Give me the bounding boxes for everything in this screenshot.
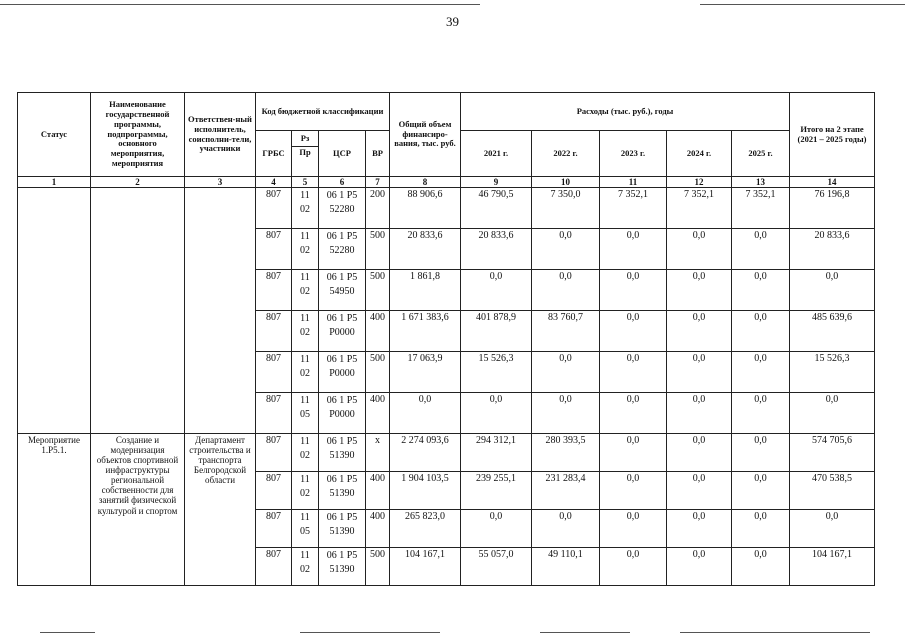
column-number-row [18, 177, 875, 188]
header-year-2022: 2022 г. [532, 131, 600, 177]
stage-total-cell: 470 538,5 [790, 472, 875, 510]
stage-total-cell: 485 639,6 [790, 311, 875, 352]
csr-direction: 52280 [329, 244, 355, 256]
status-cell: Мероприятие 1.P5.1. [18, 434, 91, 586]
y2024-cell: 0,0 [667, 352, 732, 393]
pr-value: 02 [300, 244, 310, 256]
header-name: Наименование государственной программы, подпрограммы, основного мероприятия, мероприятия [91, 93, 185, 177]
y2024-cell: 0,0 [667, 434, 732, 472]
csr-program: 06 1 P5 [326, 512, 358, 523]
stage-total-cell: 20 833,6 [790, 229, 875, 270]
grbs-cell: 807 [256, 311, 292, 352]
rz-pr-cell [292, 188, 319, 229]
csr-direction: 51390 [329, 449, 355, 461]
vr-cell: 500 [366, 352, 390, 393]
csr-direction: 51390 [329, 563, 355, 575]
total-cell: 1 671 383,6 [390, 311, 461, 352]
stage-total-cell: 104 167,1 [790, 548, 875, 586]
vr-cell: 400 [366, 472, 390, 510]
y2025-cell: 0,0 [732, 548, 790, 586]
header-year-2021: 2021 г. [461, 131, 532, 177]
csr-program: 06 1 P5 [326, 354, 358, 365]
rz-pr-cell [292, 510, 319, 548]
y2021-cell: 0,0 [461, 393, 532, 434]
vr-cell: 400 [366, 393, 390, 434]
vr-cell: 200 [366, 188, 390, 229]
col-number: 10 [532, 177, 600, 188]
csr-direction: 54950 [329, 285, 355, 297]
header-pr: Пр [292, 147, 319, 177]
csr-direction: P0000 [329, 326, 355, 338]
csr-program: 06 1 P5 [326, 395, 358, 406]
y2025-cell: 0,0 [732, 472, 790, 510]
vr-cell: 500 [366, 270, 390, 311]
y2025-cell: 0,0 [732, 229, 790, 270]
y2021-cell: 294 312,1 [461, 434, 532, 472]
y2022-cell: 231 283,4 [532, 472, 600, 510]
col-number: 9 [461, 177, 532, 188]
y2024-cell: 0,0 [667, 311, 732, 352]
rz-value: 11 [300, 512, 310, 523]
rz-pr-cell [292, 352, 319, 393]
rz-pr-cell [292, 434, 319, 472]
y2023-cell: 0,0 [600, 510, 667, 548]
rz-pr-cell [292, 548, 319, 586]
rz-value: 11 [300, 231, 310, 242]
csr-cell [319, 352, 366, 393]
y2025-cell: 0,0 [732, 311, 790, 352]
total-cell: 0,0 [390, 393, 461, 434]
csr-cell [319, 188, 366, 229]
csr-cell [319, 393, 366, 434]
y2024-cell: 0,0 [667, 393, 732, 434]
y2022-cell: 83 760,7 [532, 311, 600, 352]
y2023-cell: 0,0 [600, 548, 667, 586]
y2023-cell: 0,0 [600, 352, 667, 393]
csr-cell [319, 311, 366, 352]
stage-total-cell: 0,0 [790, 393, 875, 434]
col-number: 8 [390, 177, 461, 188]
header-budget-code: Код бюджетной классификации [256, 93, 390, 131]
csr-program: 06 1 P5 [326, 272, 358, 283]
y2025-cell: 0,0 [732, 434, 790, 472]
grbs-cell: 807 [256, 270, 292, 311]
total-cell: 17 063,9 [390, 352, 461, 393]
csr-direction: 51390 [329, 487, 355, 499]
header-grbs: ГРБС [256, 131, 292, 177]
pr-value: 02 [300, 367, 310, 379]
pr-value: 02 [300, 326, 310, 338]
rz-pr-cell [292, 270, 319, 311]
stage-total-cell: 574 705,6 [790, 434, 875, 472]
y2024-cell: 0,0 [667, 548, 732, 586]
rz-value: 11 [300, 272, 310, 283]
grbs-cell: 807 [256, 548, 292, 586]
vr-cell: 400 [366, 510, 390, 548]
grbs-cell: 807 [256, 393, 292, 434]
csr-program: 06 1 P5 [326, 474, 358, 485]
stage-total-cell: 0,0 [790, 270, 875, 311]
y2021-cell: 55 057,0 [461, 548, 532, 586]
y2025-cell: 0,0 [732, 270, 790, 311]
col-number: 11 [600, 177, 667, 188]
vr-cell: 500 [366, 229, 390, 270]
total-cell: 104 167,1 [390, 548, 461, 586]
y2024-cell: 0,0 [667, 472, 732, 510]
header-csr: ЦСР [319, 131, 366, 177]
y2022-cell: 0,0 [532, 229, 600, 270]
csr-program: 06 1 P5 [326, 313, 358, 324]
y2024-cell: 0,0 [667, 270, 732, 311]
stage-total-cell: 76 196,8 [790, 188, 875, 229]
grbs-cell: 807 [256, 434, 292, 472]
csr-direction: 52280 [329, 203, 355, 215]
rz-value: 11 [300, 313, 310, 324]
y2025-cell: 0,0 [732, 352, 790, 393]
responsible-cell [185, 188, 256, 434]
rz-value: 11 [300, 550, 310, 561]
col-number: 12 [667, 177, 732, 188]
total-cell: 88 906,6 [390, 188, 461, 229]
total-cell: 20 833,6 [390, 229, 461, 270]
vr-cell: 400 [366, 311, 390, 352]
header-stage-total: Итого на 2 этапе (2021 – 2025 годы) [790, 93, 875, 177]
y2023-cell: 0,0 [600, 311, 667, 352]
csr-program: 06 1 P5 [326, 190, 358, 201]
y2021-cell: 15 526,3 [461, 352, 532, 393]
csr-direction: 51390 [329, 525, 355, 537]
y2023-cell: 0,0 [600, 434, 667, 472]
stage-total-cell: 0,0 [790, 510, 875, 548]
col-number: 13 [732, 177, 790, 188]
pr-value: 02 [300, 203, 310, 215]
bottom-divider [540, 632, 630, 633]
pr-value: 02 [300, 449, 310, 461]
y2023-cell: 0,0 [600, 393, 667, 434]
top-divider-right [700, 4, 905, 5]
y2024-cell: 7 352,1 [667, 188, 732, 229]
col-number: 5 [292, 177, 319, 188]
total-cell: 1 861,8 [390, 270, 461, 311]
col-number: 4 [256, 177, 292, 188]
status-cell [18, 188, 91, 434]
y2022-cell: 0,0 [532, 393, 600, 434]
top-divider [0, 4, 480, 5]
pr-value: 05 [300, 525, 310, 537]
stage-total-cell: 15 526,3 [790, 352, 875, 393]
pr-value: 02 [300, 487, 310, 499]
y2022-cell: 0,0 [532, 352, 600, 393]
page-number: 39 [446, 14, 459, 29]
y2022-cell: 0,0 [532, 270, 600, 311]
csr-program: 06 1 P5 [326, 231, 358, 242]
table-row [18, 434, 875, 472]
grbs-cell: 807 [256, 229, 292, 270]
header-year-2025: 2025 г. [732, 131, 790, 177]
col-number: 2 [91, 177, 185, 188]
pr-value: 02 [300, 563, 310, 575]
csr-direction: P0000 [329, 367, 355, 379]
csr-direction: P0000 [329, 408, 355, 420]
name-cell: Создание и модернизация объектов спортивной инфраструктуры региональной собственности для занятий физической культурой и спортом [91, 434, 185, 586]
csr-cell [319, 548, 366, 586]
total-cell: 2 274 093,6 [390, 434, 461, 472]
y2023-cell: 0,0 [600, 270, 667, 311]
bottom-divider [300, 632, 440, 633]
y2021-cell: 0,0 [461, 510, 532, 548]
rz-value: 11 [300, 474, 310, 485]
csr-program: 06 1 P5 [326, 550, 358, 561]
header-status: Статус [18, 93, 91, 177]
grbs-cell: 807 [256, 472, 292, 510]
header-year-2024: 2024 г. [667, 131, 732, 177]
col-number: 7 [366, 177, 390, 188]
rz-pr-cell [292, 472, 319, 510]
name-cell [91, 188, 185, 434]
csr-cell [319, 434, 366, 472]
rz-value: 11 [300, 190, 310, 201]
y2021-cell: 0,0 [461, 270, 532, 311]
rz-pr-cell [292, 311, 319, 352]
bottom-divider [680, 632, 870, 633]
y2021-cell: 20 833,6 [461, 229, 532, 270]
csr-cell [319, 510, 366, 548]
rz-pr-cell [292, 229, 319, 270]
csr-cell [319, 229, 366, 270]
col-number: 6 [319, 177, 366, 188]
total-cell: 1 904 103,5 [390, 472, 461, 510]
y2025-cell: 0,0 [732, 393, 790, 434]
total-cell: 265 823,0 [390, 510, 461, 548]
col-number: 3 [185, 177, 256, 188]
pr-value: 02 [300, 285, 310, 297]
y2021-cell: 239 255,1 [461, 472, 532, 510]
y2022-cell: 280 393,5 [532, 434, 600, 472]
grbs-cell: 807 [256, 188, 292, 229]
rz-pr-cell [292, 393, 319, 434]
vr-cell: 500 [366, 548, 390, 586]
col-number: 14 [790, 177, 875, 188]
y2022-cell: 0,0 [532, 510, 600, 548]
table-header [18, 93, 875, 188]
bottom-divider [40, 632, 95, 633]
budget-table [17, 92, 875, 586]
y2025-cell: 7 352,1 [732, 188, 790, 229]
csr-cell [319, 270, 366, 311]
grbs-cell: 807 [256, 352, 292, 393]
header-total-funding: Общий объем финансиро-вания, тыс. руб. [390, 93, 461, 177]
header-responsible: Ответствен-ный исполнитель, соисполни-тели, участники [185, 93, 256, 177]
y2022-cell: 49 110,1 [532, 548, 600, 586]
y2023-cell: 7 352,1 [600, 188, 667, 229]
rz-value: 11 [300, 354, 310, 365]
y2021-cell: 46 790,5 [461, 188, 532, 229]
csr-program: 06 1 P5 [326, 436, 358, 447]
header-vr: ВР [366, 131, 390, 177]
csr-cell [319, 472, 366, 510]
grbs-cell: 807 [256, 510, 292, 548]
rz-value: 11 [300, 436, 310, 447]
header-year-2023: 2023 г. [600, 131, 667, 177]
pr-value: 05 [300, 408, 310, 420]
y2022-cell: 7 350,0 [532, 188, 600, 229]
y2023-cell: 0,0 [600, 472, 667, 510]
col-number: 1 [18, 177, 91, 188]
table-row [18, 188, 875, 229]
header-expenses: Расходы (тыс. руб.), годы [461, 93, 790, 131]
header-rz: Рз [292, 131, 319, 147]
y2021-cell: 401 878,9 [461, 311, 532, 352]
y2025-cell: 0,0 [732, 510, 790, 548]
vr-cell: x [366, 434, 390, 472]
responsible-cell: Департамент строительства и транспорта Белгородской области [185, 434, 256, 586]
y2024-cell: 0,0 [667, 510, 732, 548]
y2024-cell: 0,0 [667, 229, 732, 270]
y2023-cell: 0,0 [600, 229, 667, 270]
rz-value: 11 [300, 395, 310, 406]
